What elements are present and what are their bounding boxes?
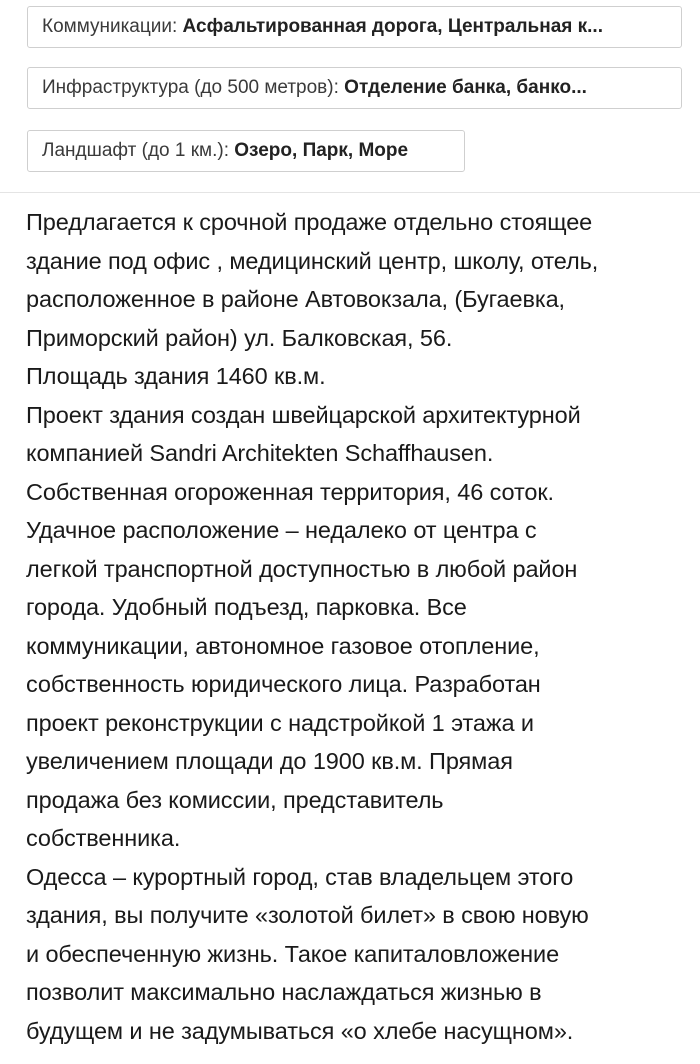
description-line: собственника. <box>26 825 181 851</box>
feature-label: Ландшафт (до 1 км.): <box>42 140 235 161</box>
feature-value: Асфальтированная дорога, Центральная к... <box>182 16 603 37</box>
description-line: легкой транспортной доступностью в любой район <box>26 555 578 582</box>
feature-value: Озеро, Парк, Море <box>234 140 409 161</box>
features-section <box>0 0 700 193</box>
feature-label: Коммуникации: <box>42 16 183 37</box>
description-line: Приморский район) ул. Балковская, 56. <box>26 324 453 351</box>
description-line: увеличением площади до 1900 кв.м. Прямая <box>26 748 513 774</box>
feature-chip-infrastructure[interactable] <box>27 67 682 109</box>
description-line: Собственная огороженная территория, 46 соток. <box>26 478 554 505</box>
description-line: Проект здания создан швейцарской архитектурной <box>26 401 581 428</box>
description-line: и обеспеченную жизнь. Такое капиталовложение <box>26 940 560 967</box>
feature-chip-communications[interactable] <box>27 6 682 48</box>
feature-label: Инфраструктура (до 500 метров): <box>42 77 345 98</box>
description-line: будущем и не задумываться «о хлебе насущном». <box>26 1017 574 1044</box>
feature-value: Отделение банка, банко... <box>344 77 587 98</box>
description-line: здание под офис , медицинский центр, школу, отель, <box>26 247 599 274</box>
description-line: Предлагается к срочной продаже отдельно стоящее <box>26 209 593 235</box>
description-line: Одесса – курортный город, став владельцем этого <box>26 863 574 890</box>
description-line: расположенное в районе Автовокзала, (Бугаевка, <box>26 286 565 312</box>
description-line: Площадь здания 1460 кв.м. <box>26 363 326 389</box>
description-line: собственность юридического лица. Разработан <box>26 671 541 697</box>
description-line: города. Удобный подъезд, парковка. Все <box>26 594 467 620</box>
description-line: проект реконструкции с надстройкой 1 этажа и <box>26 709 534 736</box>
description-line: здания, вы получите «золотой билет» в свою новую <box>26 902 589 928</box>
description-line: продажа без комиссии, представитель <box>26 786 444 813</box>
feature-chip-landscape[interactable] <box>27 130 465 172</box>
description-line: Удачное расположение – недалеко от центра с <box>26 517 537 543</box>
description-line: компанией Sandri Architekten Schaffhausen. <box>26 440 494 466</box>
description-line: позволит максимально наслаждаться жизнью в <box>26 979 542 1005</box>
listing-description <box>26 203 690 1050</box>
description-line: коммуникации, автономное газовое отопление, <box>26 632 540 659</box>
